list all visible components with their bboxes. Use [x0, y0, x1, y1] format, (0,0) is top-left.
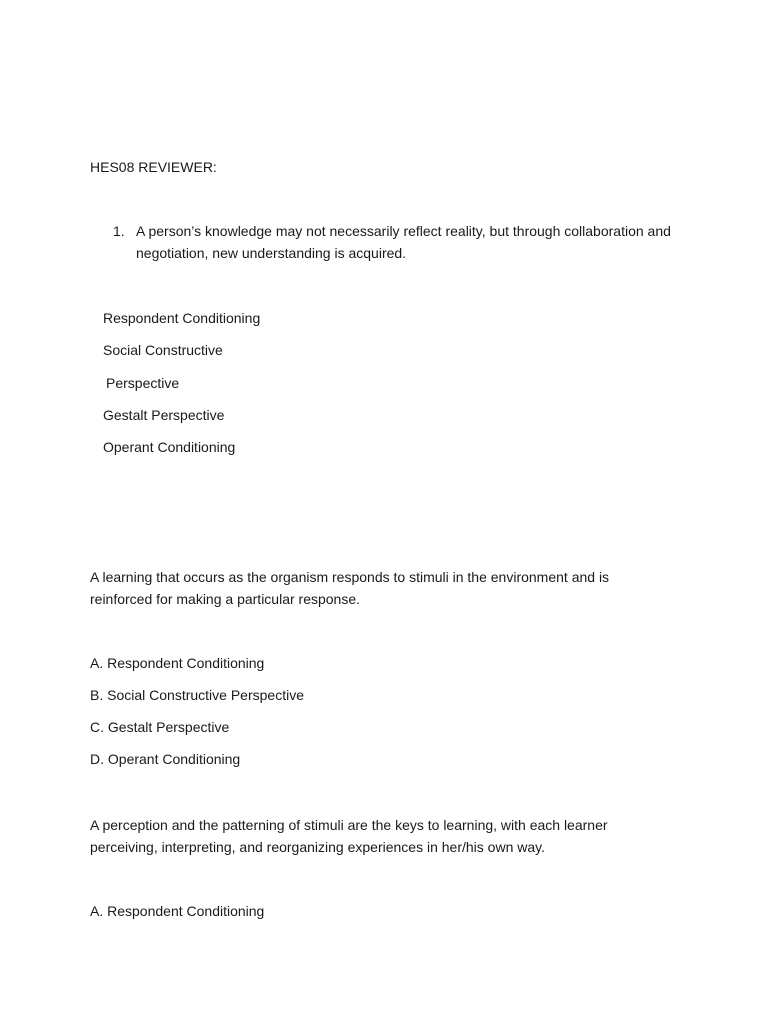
document-title: HES08 REVIEWER: [90, 159, 217, 175]
question-2-option: A. Respondent Conditioning [90, 655, 265, 671]
question-1-option: Operant Conditioning [103, 439, 236, 455]
question-2-option: D. Operant Conditioning [90, 751, 241, 767]
question-2-option: B. Social Constructive Perspective [90, 687, 304, 703]
question-3-option: A. Respondent Conditioning [90, 903, 265, 919]
question-1-option: Respondent Conditioning [103, 310, 261, 326]
question-2-option: C. Gestalt Perspective [90, 719, 230, 735]
question-1-option: Social Constructive [103, 342, 223, 358]
question-2-text: A learning that occurs as the organism responds to stimuli in the environment and is reinforced for making a particular response. [90, 569, 610, 607]
question-1-option: Gestalt Perspective [103, 407, 225, 423]
question-3-text: A perception and the patterning of stimuli are the keys to learning, with each learner perceiving, interpreting, and reorganizing experiences in her/his own way. [90, 817, 608, 855]
question-1-text: A person’s knowledge may not necessarily reflect reality, but through collaboration and negotiation, new understanding is acquired. [136, 223, 671, 261]
question-1-option: Perspective [106, 375, 180, 391]
question-1-number: 1. [113, 223, 125, 239]
